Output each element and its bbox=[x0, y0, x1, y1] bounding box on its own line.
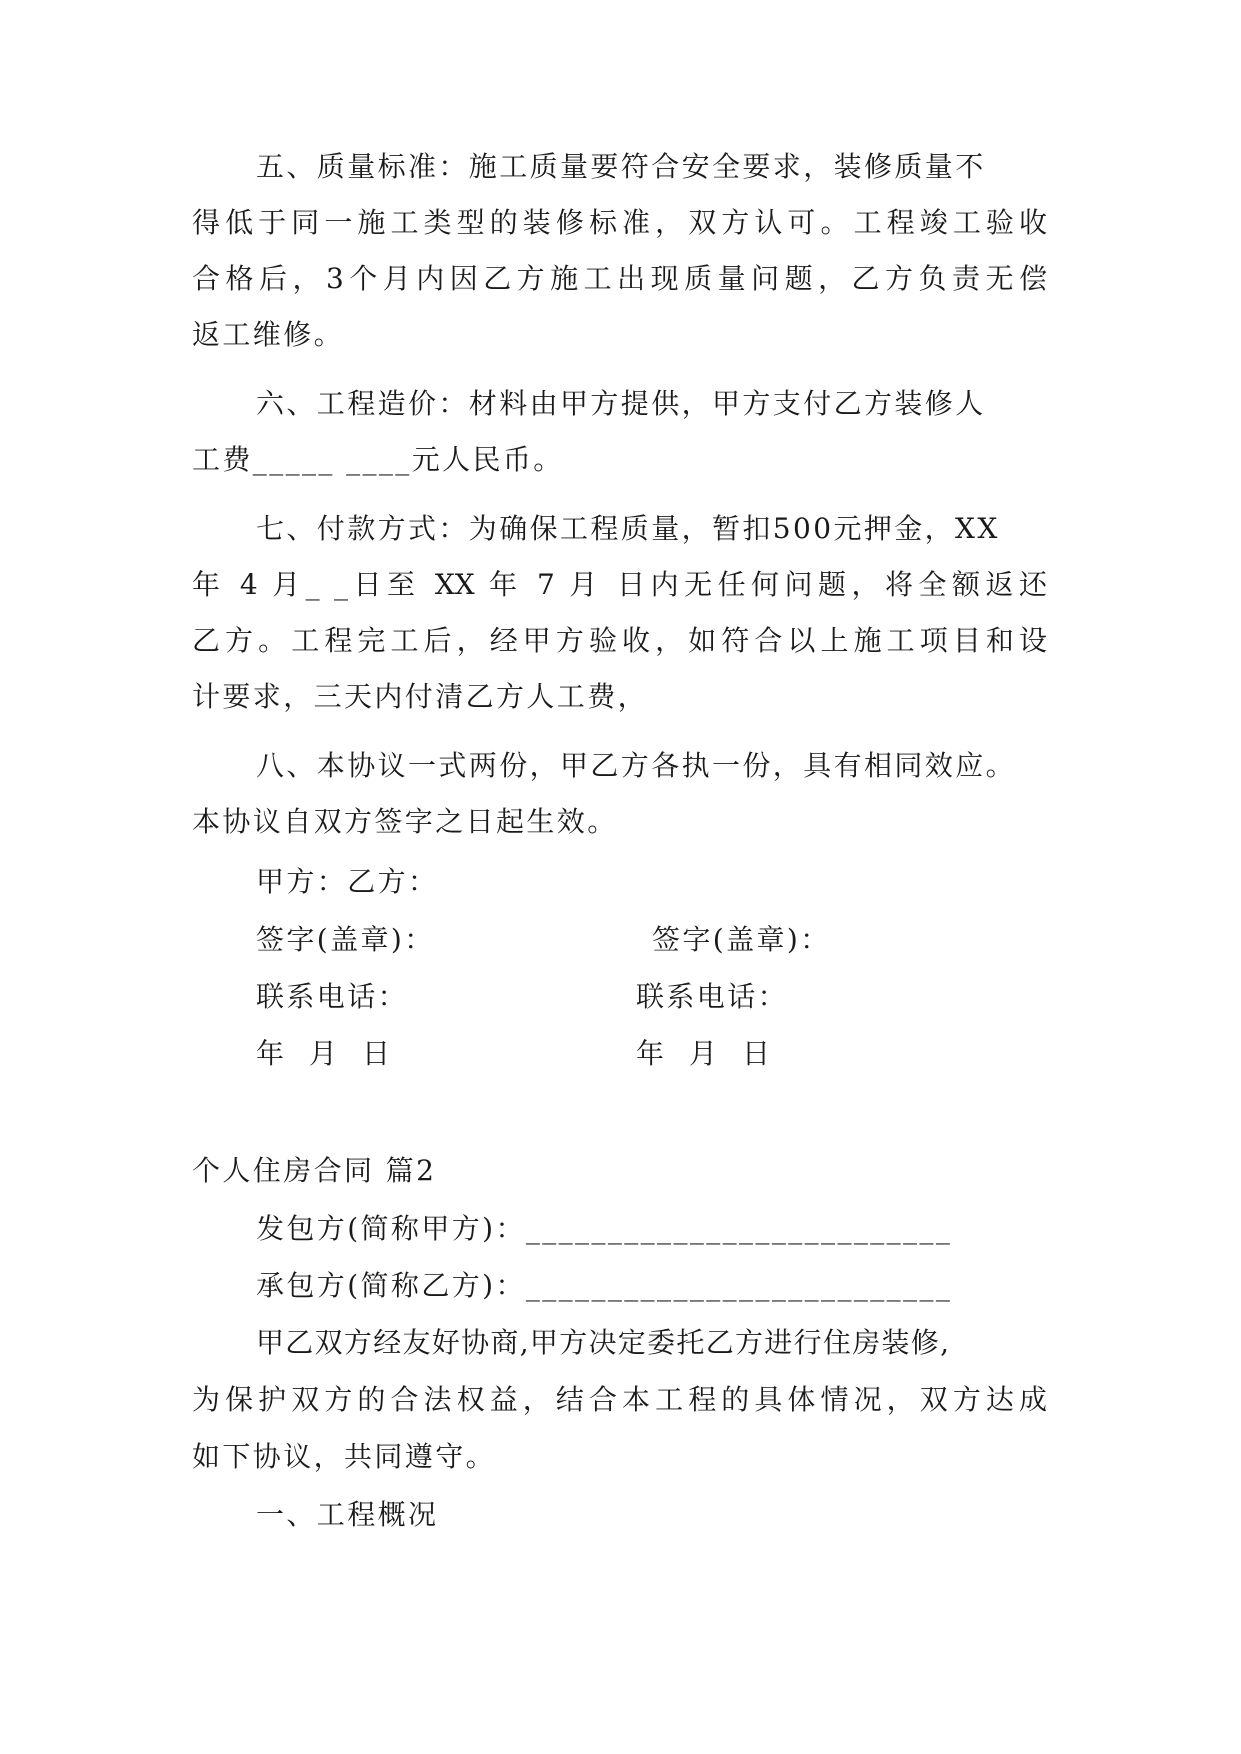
section-6-line-1: 六、工程造价：材料由甲方提供，甲方支付乙方装修人 bbox=[256, 387, 986, 420]
section-5-line-2: 得低于同一施工类型的装修标准，双方认可。工程竣工验收 bbox=[192, 206, 1047, 239]
subcontractor-field: 承包方(简称乙方)：__________________________ bbox=[256, 1269, 953, 1302]
signature-right-label: 签字(盖章)： bbox=[652, 923, 831, 956]
parties-label: 甲方：乙方： bbox=[256, 865, 439, 898]
section-6-line-2: 工费_____ ____元人民币。 bbox=[192, 443, 564, 476]
section-1-heading: 一、工程概况 bbox=[256, 1498, 439, 1531]
section-8-line-2: 本协议自双方签字之日起生效。 bbox=[192, 805, 618, 838]
section-7-line-1: 七、付款方式：为确保工程质量，暂扣500元押金，XX bbox=[256, 512, 1000, 545]
signature-left-label: 签字(盖章)： bbox=[256, 923, 435, 956]
phone-left-label: 联系电话： bbox=[256, 980, 409, 1013]
phone-right-label: 联系电话： bbox=[636, 980, 789, 1013]
date-left-label: 年 月 日 bbox=[256, 1037, 393, 1070]
intro-line-3: 如下协议，共同遵守。 bbox=[192, 1440, 497, 1473]
part-2-title: 个人住房合同 篇2 bbox=[192, 1154, 437, 1187]
section-5-line-1: 五、质量标准：施工质量要符合安全要求，装修质量不 bbox=[256, 150, 986, 183]
contractor-field: 发包方(简称甲方)：__________________________ bbox=[256, 1212, 953, 1245]
section-5-line-4: 返工维修。 bbox=[192, 318, 345, 351]
section-7-line-4: 计要求，三天内付清乙方人工费， bbox=[192, 680, 649, 713]
date-right-label: 年 月 日 bbox=[636, 1037, 773, 1070]
section-8-line-1: 八、本协议一式两份，甲乙方各执一份，具有相同效应。 bbox=[256, 749, 1017, 782]
section-7-line-3: 乙方。工程完工后，经甲方验收，如符合以上施工项目和设 bbox=[192, 624, 1047, 657]
section-5-line-3: 合格后，3个月内因乙方施工出现质量问题，乙方负责无偿 bbox=[192, 262, 1047, 295]
section-7-line-2: 年 4 月_ _日至 XX 年 7 月 日内无任何问题，将全额返还 bbox=[192, 568, 1047, 601]
intro-line-2: 为保护双方的合法权益，结合本工程的具体情况，双方达成 bbox=[192, 1383, 1047, 1416]
intro-line-1: 甲乙双方经友好协商,甲方决定委托乙方进行住房装修, bbox=[256, 1326, 951, 1359]
